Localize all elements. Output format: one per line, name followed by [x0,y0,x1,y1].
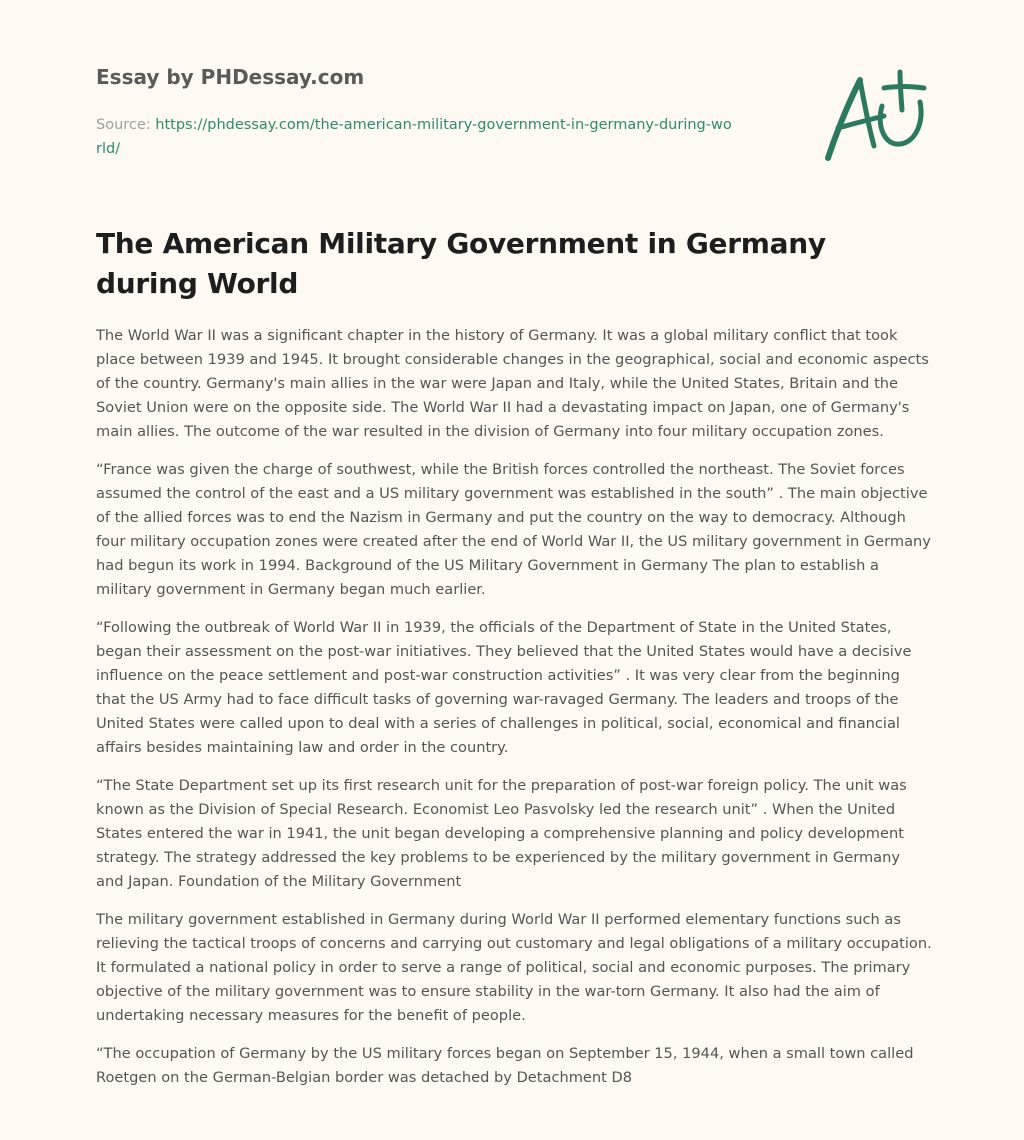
essay-paragraph-3: “Following the outbreak of World War II in 1939, the officials of the Department of State in the United States, began their assessment on the post-war initiatives. They believed that the United States would have a decisive influence on the peace settlement and post-war construction activities” . It was very clear from the beginning that the US Army had to face difficult tasks of governing war-ravaged Germany. The leaders and troops of the United States were called upon to deal with a series of challenges in political, social, economical and financial affairs besides maintaining law and order in the country. [96,619,912,756]
essay-title: The American Military Government in Germany during World [96,227,826,300]
brand-title: Essay by PHDessay.com [96,65,365,89]
a-plus-grade-icon [820,66,930,166]
source-line [96,113,736,161]
essay-paragraph-6: “The occupation of Germany by the US military forces began on September 15, 1944, when a small town called Roetgen on the German-Belgian border was detached by Detachment D8 [96,1045,914,1086]
source-label: Source: [96,117,156,133]
essay-paragraph-2: “France was given the charge of southwest, while the British forces controlled the northeast. The Soviet forces assumed the control of the east and a US military government was established in the south” . The main objective of the allied forces was to end the Nazism in Germany and put the country on the way to democracy. Although four military occupation zones were created after the end of World War II, the US military government in Germany had begun its work in 1994. Background of the US Military Government in Germany The plan to establish a military government in Germany began much earlier. [96,461,931,598]
essay-paragraph-5: The military government established in Germany during World War II performed elementary functions such as relieving the tactical troops of concerns and carrying out customary and legal obligations of a military occupation. It formulated a national policy in order to serve a range of political, social and economic purposes. The primary objective of the military government was to ensure stability in the war-torn Germany. It also had the aim of undertaking necessary measures for the benefit of people. [96,911,932,1024]
a-plus-logo-svg [820,66,930,166]
source-link[interactable]: https://phdessay.com/the-american-military-government-in-germany-during-world/ [96,117,732,157]
page-header [96,62,796,161]
essay-paragraph-1: The World War II was a significant chapter in the history of Germany. It was a global military conflict that took place between 1939 and 1945. It brought considerable changes in the geographical, social and economic aspects of the country. Germany's main allies in the war were Japan and Italy, while the United States, Britain and the Soviet Union were on the opposite side. The World War II had a devastating impact on Japan, one of Germany's main allies. The outcome of the war resulted in the division of Germany into four military occupation zones. [96,327,929,440]
essay-paragraph-4: “The State Department set up its first research unit for the preparation of post-war foreign policy. The unit was known as the Division of Special Research. Economist Leo Pasvolsky led the research unit” . When the United States entered the war in 1941, the unit began developing a comprehensive planning and policy development strategy. The strategy addressed the key problems to be experienced by the military government in Germany and Japan. Foundation of the Military Government [96,777,907,890]
essay-body [96,324,932,1104]
